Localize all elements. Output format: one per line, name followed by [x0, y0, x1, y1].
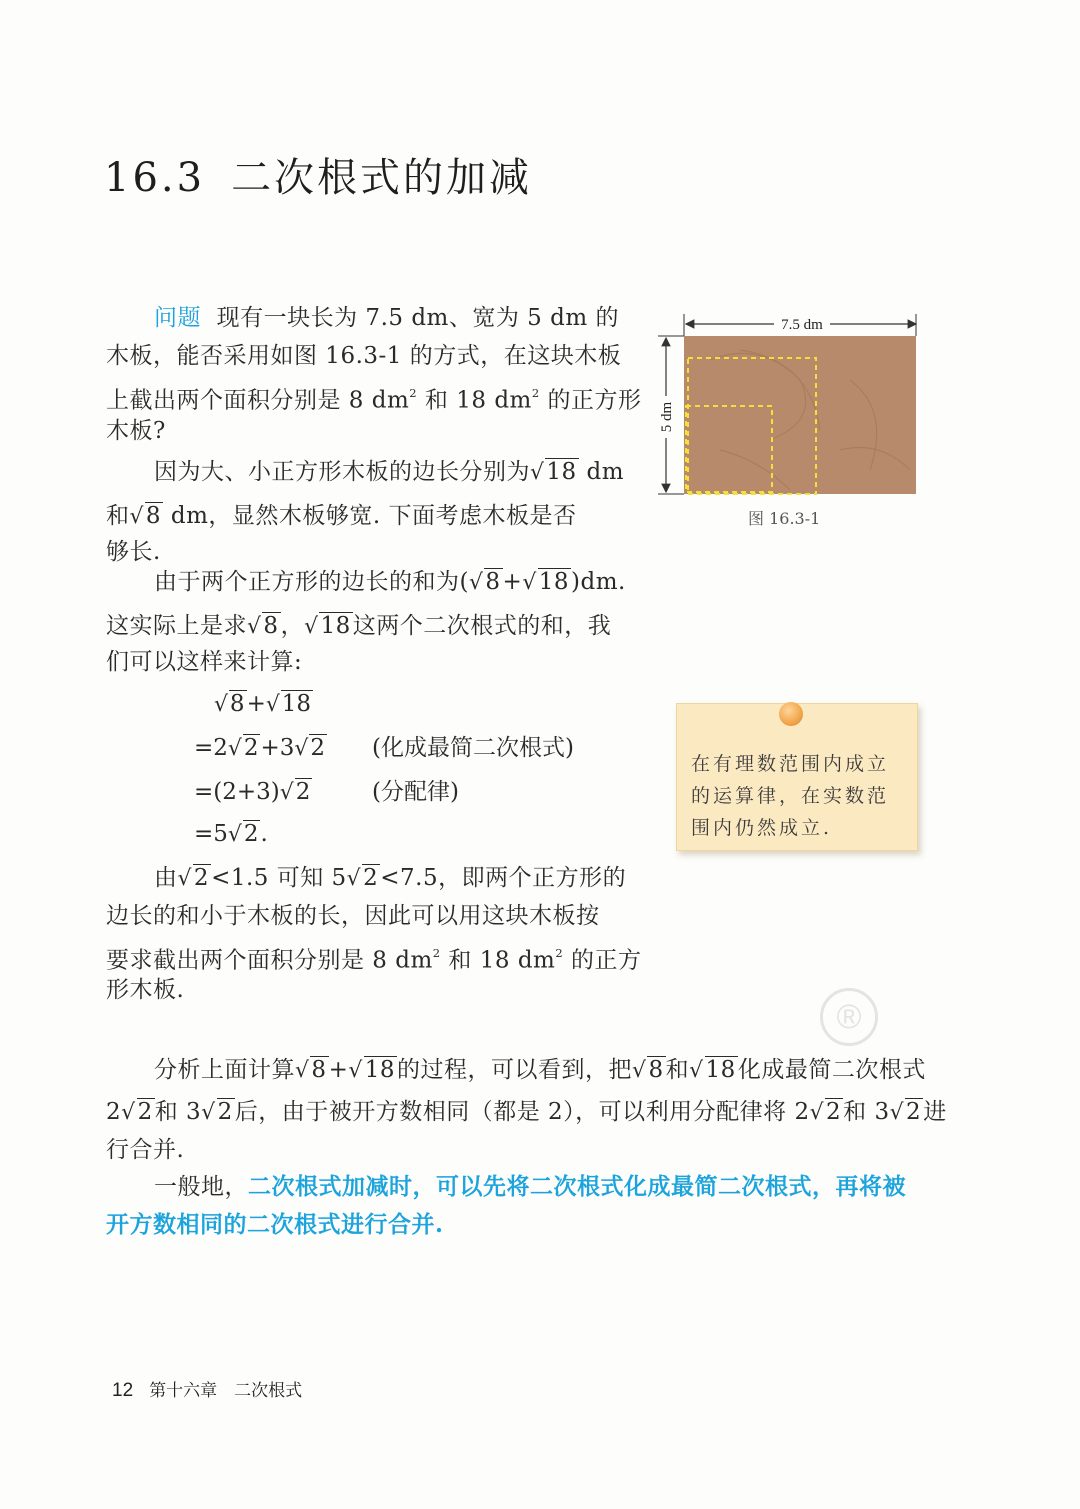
para2-line-1 — [154, 566, 626, 599]
radical: √18 — [304, 613, 351, 639]
page-number: 12 — [112, 1380, 134, 1401]
period: . — [260, 821, 268, 847]
equals: = — [194, 779, 214, 805]
radicand: 2 — [193, 865, 210, 891]
radicand: 8 — [229, 691, 245, 717]
radicand: 2 — [137, 1099, 153, 1125]
conjunction: 和 — [154, 1099, 187, 1125]
calc-note-2: (分配律) — [372, 779, 459, 805]
radicand: 18 — [320, 613, 351, 639]
text: <1.5 可知 5 — [211, 865, 347, 891]
radicand: 2 — [906, 1099, 922, 1125]
section-number: 16.3 — [104, 155, 206, 201]
radicand: 18 — [538, 569, 570, 595]
superscript: 2 — [432, 946, 441, 960]
registered-trademark-watermark: ® — [820, 988, 878, 1046]
text: 和 18 dm — [440, 947, 556, 974]
text: 和 18 dm — [417, 387, 532, 414]
side-note-text: 在有理数范围内成立的运算律，在实数范围内仍然成立. — [691, 753, 890, 839]
radicand: 2 — [826, 1099, 842, 1125]
para4-line-3: 行合并. — [106, 1137, 185, 1163]
para3-line-4: 形木板. — [106, 977, 185, 1003]
radical: √8 — [468, 569, 501, 595]
radical: √8 — [247, 613, 279, 639]
problem-line-1 — [154, 302, 619, 334]
radicand: 8 — [648, 1057, 664, 1083]
width-label: 7.5 dm — [781, 317, 823, 333]
calc-line-2: =2√2+3√2 — [194, 735, 325, 761]
para5-line-1 — [154, 1171, 906, 1203]
superscript: 2 — [555, 946, 564, 960]
text: 的过程，可以看到，把 — [397, 1057, 633, 1083]
text: 化成最简二次根式 — [737, 1057, 926, 1083]
para2-line-2 — [106, 610, 611, 643]
page-title — [104, 146, 532, 203]
highlighted-rule: 二次根式加减时，可以先将二次根式化成最简二次根式，再将被 — [248, 1173, 906, 1200]
problem-line-4: 木板? — [106, 418, 166, 444]
text: 要求截出两个面积分别是 8 dm — [106, 947, 433, 974]
radicand: 2 — [310, 735, 325, 761]
board — [684, 336, 916, 494]
coef: 2 — [106, 1099, 122, 1125]
side-note — [676, 703, 918, 851]
problem-line-3 — [106, 377, 642, 416]
calc-note-1: (化成最简二次根式) — [372, 735, 574, 761]
plus: + — [328, 1057, 349, 1083]
text: 这实际上是求 — [106, 613, 247, 639]
figure-wood-board — [650, 300, 930, 500]
coef: 2 — [213, 735, 228, 761]
radical: √18 — [530, 459, 577, 485]
text: 和 — [106, 503, 130, 529]
text: dm，显然木板够宽. 下面考虑木板是否 — [163, 503, 577, 529]
para3-line-3 — [106, 937, 642, 976]
plus: + — [260, 735, 280, 761]
coef: 3 — [186, 1099, 202, 1125]
para5-line-2: 开方数相同的二次根式进行合并. — [106, 1211, 444, 1238]
text: <7.5，即两个正方形的 — [380, 865, 627, 891]
superscript: 2 — [409, 386, 418, 400]
text: 由 — [154, 865, 178, 891]
para3-line-2: 边长的和小于木板的长，因此可以用这块木板按 — [106, 903, 600, 929]
para4-line-1: 分析上面计算√8+√18的过程，可以看到，把√8和√18化成最简二次根式 — [154, 1057, 926, 1083]
plus: + — [502, 569, 523, 595]
radicand: 2 — [243, 735, 259, 761]
text: 进 — [923, 1099, 947, 1125]
radicand: 2 — [363, 865, 379, 891]
para1-line-3: 够长. — [106, 539, 161, 565]
text: 因为大、小正方形木板的边长分别为 — [154, 459, 530, 485]
para2-line-3: 们可以这样来计算: — [106, 649, 303, 675]
equals: = — [194, 735, 214, 761]
para1-line-2 — [106, 500, 577, 533]
para3-line-1: 由√2<1.5 可知 5√2<7.5，即两个正方形的 — [154, 865, 627, 891]
height-label: 5 dm — [659, 401, 675, 433]
problem-line-2: 木板，能否采用如图 16.3-1 的方式，在这块木板 — [106, 343, 622, 369]
coef: 5 — [213, 821, 228, 847]
radicand: 8 — [485, 569, 501, 595]
calc-line-3: =(2+3)√2 — [194, 779, 311, 805]
text: 的正方 — [563, 947, 642, 974]
radical: √8 — [129, 503, 162, 529]
section-title: 二次根式的加减 — [231, 155, 533, 201]
plus: + — [246, 691, 266, 717]
expression: (2+3) — [213, 779, 280, 805]
para1-line-1 — [154, 456, 624, 489]
text: 和 — [665, 1057, 690, 1083]
coef: 3 — [279, 735, 295, 761]
chapter-title: 第十六章 二次根式 — [149, 1381, 303, 1401]
figure-caption: 图 16.3-1 — [748, 509, 821, 528]
text: 由于两个正方形的边长的和为( — [154, 569, 469, 595]
problem-label: 问题 — [154, 305, 201, 331]
text: 这两个二次根式的和，我 — [352, 613, 612, 639]
text: 上截出两个面积分别是 8 dm — [106, 387, 410, 414]
text: ， — [280, 613, 305, 639]
radicand: 18 — [281, 691, 312, 717]
page-footer — [112, 1376, 302, 1402]
text: dm — [578, 459, 625, 485]
text: 后，由于被开方数相同（都是 2），可以利用分配律将 2 — [234, 1099, 810, 1125]
radicand: 8 — [145, 503, 162, 529]
radicand: 8 — [263, 613, 279, 639]
radicand: 2 — [217, 1099, 233, 1125]
radicand: 18 — [364, 1057, 396, 1083]
para4-line-2: 2√2和 3√2后，由于被开方数相同（都是 2），可以利用分配律将 2√2和 3√2进 — [106, 1099, 947, 1125]
calc-line-4: =5√2. — [194, 821, 268, 847]
text: 现有一块长为 7.5 dm、宽为 5 dm 的 — [216, 305, 619, 331]
text: 分析上面计算 — [154, 1057, 295, 1083]
radicand: 18 — [705, 1057, 736, 1083]
radical: √18 — [522, 569, 570, 595]
radicand: 2 — [295, 779, 311, 805]
text: 的正方形 — [539, 387, 642, 414]
superscript: 2 — [531, 386, 540, 400]
calc-line-1: √8+√18 — [214, 691, 312, 717]
pushpin-icon — [779, 702, 803, 726]
radicand: 8 — [311, 1057, 327, 1083]
equals: = — [194, 821, 214, 847]
radicand: 18 — [546, 459, 577, 485]
text: )dm. — [571, 569, 626, 595]
text: 一般地， — [154, 1174, 248, 1200]
radicand: 2 — [243, 821, 259, 847]
text: 和 3 — [843, 1099, 890, 1125]
